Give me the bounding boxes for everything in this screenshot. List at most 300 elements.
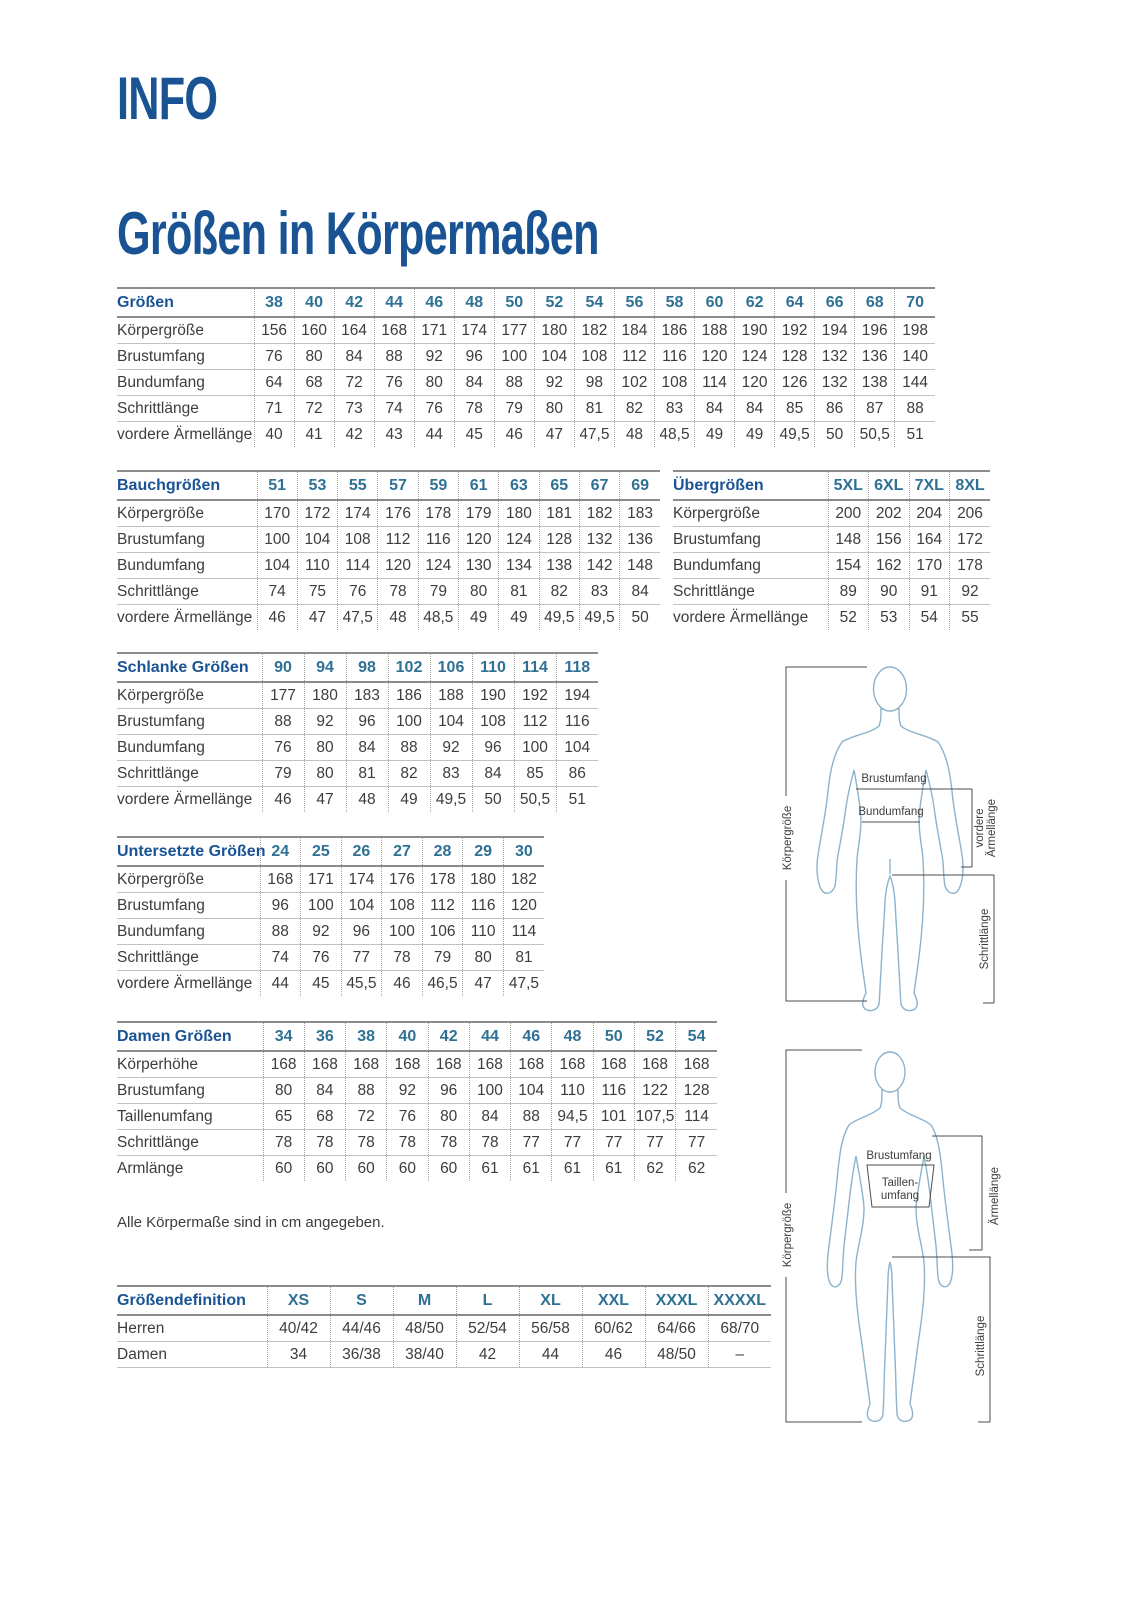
cell: 124: [735, 344, 775, 370]
cell: 78: [263, 1130, 304, 1156]
cell: 76: [374, 370, 414, 396]
column-header: 42: [334, 288, 374, 317]
cell: 45: [454, 422, 494, 448]
cell: 84: [334, 344, 374, 370]
table-title: Größendefinition: [117, 1286, 267, 1315]
cell: 186: [654, 317, 694, 344]
page-kicker: INFO: [117, 65, 218, 132]
cell: 168: [374, 317, 414, 344]
female-body-outline: [827, 1090, 953, 1421]
column-header: 40: [387, 1022, 428, 1051]
cell: 136: [620, 527, 660, 553]
cell: 172: [297, 500, 337, 527]
cell: 168: [634, 1051, 675, 1078]
table-row: [117, 500, 660, 527]
cell: 190: [735, 317, 775, 344]
cell: 51: [556, 787, 598, 813]
row-label: Körpergröße: [117, 866, 260, 893]
column-header: 62: [735, 288, 775, 317]
cell: 168: [676, 1051, 717, 1078]
table-row: [117, 893, 544, 919]
table-row: [117, 919, 544, 945]
cell: 78: [382, 945, 423, 971]
cell: 47,5: [574, 422, 614, 448]
cell: 120: [378, 553, 418, 579]
cell: 138: [855, 370, 895, 396]
cell: 48: [346, 787, 388, 813]
column-header: 42: [428, 1022, 469, 1051]
cell: 108: [574, 344, 614, 370]
cell: 101: [593, 1104, 634, 1130]
row-label: Herren: [117, 1315, 267, 1342]
female-head-outline: [875, 1052, 905, 1092]
cell: 79: [418, 579, 458, 605]
table-row: [117, 317, 935, 344]
cell: 100: [514, 735, 556, 761]
cell: 42: [334, 422, 374, 448]
cell: 81: [499, 579, 539, 605]
cell: 83: [654, 396, 694, 422]
cell: 60: [387, 1156, 428, 1182]
cell: 55: [950, 605, 991, 631]
table-row: [117, 682, 598, 709]
table-title: Übergrößen: [673, 471, 828, 500]
size-table: [117, 287, 935, 447]
cell: 148: [828, 527, 869, 553]
row-label: vordere Ärmellänge: [673, 608, 809, 626]
column-header: 55: [338, 471, 378, 500]
column-header: 8XL: [950, 471, 991, 500]
cell: 88: [511, 1104, 552, 1130]
cell: 100: [301, 893, 342, 919]
cell: 168: [511, 1051, 552, 1078]
cell: 79: [494, 396, 534, 422]
column-header: XS: [267, 1286, 330, 1315]
column-header: 70: [895, 288, 935, 317]
cell: 114: [338, 553, 378, 579]
cell: 78: [387, 1130, 428, 1156]
cell: 168: [552, 1051, 593, 1078]
cell: 56/58: [519, 1315, 582, 1342]
table-row: [117, 1078, 717, 1104]
cell: 136: [855, 344, 895, 370]
cell: 47,5: [503, 971, 544, 997]
cell: 116: [654, 344, 694, 370]
table-row: [117, 709, 598, 735]
cell: 48/50: [645, 1342, 708, 1368]
cell: 171: [414, 317, 454, 344]
cell: 120: [503, 893, 544, 919]
female-figure-diagram: [772, 1028, 1002, 1428]
cell: 168: [593, 1051, 634, 1078]
row-label: Schrittlänge: [673, 579, 828, 605]
cell: 87: [855, 396, 895, 422]
table-row: [117, 1315, 771, 1342]
column-header: 38: [346, 1022, 387, 1051]
cell: 78: [304, 1130, 345, 1156]
row-label: Bundumfang: [117, 735, 262, 761]
cell: 179: [458, 500, 498, 527]
size-table-groessendefinition: [117, 1285, 771, 1368]
cell: 41: [294, 422, 334, 448]
cell: 186: [388, 682, 430, 709]
cell: 174: [338, 500, 378, 527]
cell: 132: [815, 370, 855, 396]
cell: 184: [614, 317, 654, 344]
cell: 178: [950, 553, 991, 579]
cell: 106: [422, 919, 463, 945]
cell: 80: [414, 370, 454, 396]
cell: 194: [556, 682, 598, 709]
cell: 168: [428, 1051, 469, 1078]
cell: 92: [950, 579, 991, 605]
row-label: Körpergröße: [117, 682, 262, 709]
cell: 192: [514, 682, 556, 709]
table-title: Bauchgrößen: [117, 471, 257, 500]
cell: 194: [815, 317, 855, 344]
column-header: 102: [388, 653, 430, 682]
cell: 61: [552, 1156, 593, 1182]
cell: 96: [472, 735, 514, 761]
column-header: 50: [593, 1022, 634, 1051]
cell: 61: [511, 1156, 552, 1182]
cell: 181: [539, 500, 579, 527]
cell: 116: [593, 1078, 634, 1104]
column-header: 59: [418, 471, 458, 500]
column-header: 40: [294, 288, 334, 317]
cell: 196: [855, 317, 895, 344]
cell: 202: [869, 500, 910, 527]
size-table-damen-groessen: [117, 1021, 717, 1181]
column-header: 27: [382, 837, 423, 866]
cell: 52/54: [456, 1315, 519, 1342]
cell: 188: [695, 317, 735, 344]
row-label: Bundumfang: [673, 553, 828, 579]
cell: 49,5: [430, 787, 472, 813]
column-header: 44: [469, 1022, 510, 1051]
table-row: [117, 344, 935, 370]
cell: 60: [428, 1156, 469, 1182]
cell: 86: [556, 761, 598, 787]
cell: 92: [387, 1078, 428, 1104]
size-table-schlanke-groessen: [117, 652, 598, 812]
size-table: [673, 470, 990, 630]
cell: 107,5: [634, 1104, 675, 1130]
cell: 48,5: [654, 422, 694, 448]
row-label: vordere Ärmellänge: [117, 608, 253, 626]
cell: 76: [301, 945, 342, 971]
cell: 79: [422, 945, 463, 971]
cell: 128: [775, 344, 815, 370]
column-header: 5XL: [828, 471, 869, 500]
cell: 54: [909, 605, 950, 631]
cell: 162: [869, 553, 910, 579]
cell: 62: [676, 1156, 717, 1182]
column-header: 110: [472, 653, 514, 682]
cell: 78: [346, 1130, 387, 1156]
cell: 94,5: [552, 1104, 593, 1130]
row-label: Schrittlänge: [117, 1130, 263, 1156]
cell: 89: [828, 579, 869, 605]
cell: 96: [260, 893, 301, 919]
cell: 88: [895, 396, 935, 422]
table-row: [117, 422, 935, 448]
cell: 76: [338, 579, 378, 605]
cell: –: [708, 1342, 771, 1368]
cell: 80: [304, 735, 346, 761]
cell: 78: [378, 579, 418, 605]
table-row: [673, 579, 990, 605]
cell: 53: [869, 605, 910, 631]
row-label: vordere Ärmellänge: [117, 425, 253, 443]
cell: 38/40: [393, 1342, 456, 1368]
column-header: 7XL: [909, 471, 950, 500]
cell: 104: [257, 553, 297, 579]
sleeve-label-line2: Ärmellänge: [986, 798, 998, 858]
cell: 81: [503, 945, 544, 971]
table-title: Größen: [117, 288, 254, 317]
cell: 76: [254, 344, 294, 370]
cell: 122: [634, 1078, 675, 1104]
row-label: Brustumfang: [117, 893, 260, 919]
table-row: [117, 1342, 771, 1368]
cell: 48,5: [418, 605, 458, 631]
male-figure-svg: [772, 643, 1002, 1023]
cell: 206: [950, 500, 991, 527]
cell: 40: [254, 422, 294, 448]
column-header: 58: [654, 288, 694, 317]
cell: 178: [418, 500, 458, 527]
row-label: Brustumfang: [673, 527, 828, 553]
cell: 80: [304, 761, 346, 787]
cell: 92: [304, 709, 346, 735]
column-header: 54: [574, 288, 614, 317]
waist-label-line1: Taillen-: [881, 1177, 919, 1189]
cell: 108: [338, 527, 378, 553]
cell: 178: [422, 866, 463, 893]
female-figure-svg: [772, 1028, 1002, 1428]
cell: 112: [422, 893, 463, 919]
cell: 154: [828, 553, 869, 579]
cell: 84: [304, 1078, 345, 1104]
sleeve-label-line1: vordere: [974, 808, 986, 848]
cell: 82: [388, 761, 430, 787]
cell: 72: [346, 1104, 387, 1130]
column-header: 90: [262, 653, 304, 682]
column-header: 61: [458, 471, 498, 500]
column-header: 65: [539, 471, 579, 500]
chest-label: Brustumfang: [861, 773, 927, 785]
column-header: 51: [257, 471, 297, 500]
cell: 78: [428, 1130, 469, 1156]
column-header: XXL: [582, 1286, 645, 1315]
cell: 49: [735, 422, 775, 448]
column-header: 106: [430, 653, 472, 682]
cell: 84: [472, 761, 514, 787]
table-row: [117, 735, 598, 761]
cell: 78: [454, 396, 494, 422]
cell: 64/66: [645, 1315, 708, 1342]
column-header: 26: [341, 837, 382, 866]
cell: 84: [454, 370, 494, 396]
cell: 114: [676, 1104, 717, 1130]
row-label: Bundumfang: [117, 919, 260, 945]
cell: 50,5: [514, 787, 556, 813]
cell: 124: [418, 553, 458, 579]
cell: 49,5: [775, 422, 815, 448]
cell: 100: [382, 919, 423, 945]
cell: 40/42: [267, 1315, 330, 1342]
cell: 80: [463, 945, 504, 971]
cell: 44: [260, 971, 301, 997]
cell: 108: [654, 370, 694, 396]
cell: 76: [414, 396, 454, 422]
cell: 47: [297, 605, 337, 631]
table-row: [673, 605, 990, 631]
table-row: [117, 553, 660, 579]
cell: 168: [263, 1051, 304, 1078]
column-header: 53: [297, 471, 337, 500]
cell: 92: [414, 344, 454, 370]
male-figure-diagram: [772, 643, 1002, 1023]
size-table: [117, 470, 660, 630]
cell: 183: [620, 500, 660, 527]
column-header: 6XL: [869, 471, 910, 500]
cell: 102: [614, 370, 654, 396]
table-title: Untersetzte Größen: [117, 837, 260, 866]
column-header: 28: [422, 837, 463, 866]
row-label: Schrittlänge: [117, 396, 254, 422]
cell: 80: [534, 396, 574, 422]
cell: 126: [775, 370, 815, 396]
cell: 116: [463, 893, 504, 919]
cell: 85: [514, 761, 556, 787]
cell: 182: [579, 500, 619, 527]
cell: 81: [346, 761, 388, 787]
column-header: 44: [374, 288, 414, 317]
table-row: [673, 500, 990, 527]
cell: 90: [869, 579, 910, 605]
cell: 88: [388, 735, 430, 761]
cell: 168: [260, 866, 301, 893]
cell: 80: [428, 1104, 469, 1130]
row-label: Brustumfang: [117, 709, 262, 735]
column-header: 48: [454, 288, 494, 317]
cell: 49,5: [539, 605, 579, 631]
cell: 51: [895, 422, 935, 448]
column-header: 68: [855, 288, 895, 317]
cell: 182: [503, 866, 544, 893]
cell: 100: [388, 709, 430, 735]
height-label: Körpergröße: [782, 1202, 794, 1268]
cell: 68: [294, 370, 334, 396]
cell: 60: [304, 1156, 345, 1182]
cell: 60: [263, 1156, 304, 1182]
cell: 174: [341, 866, 382, 893]
cell: 168: [469, 1051, 510, 1078]
column-header: 118: [556, 653, 598, 682]
row-label: Bundumfang: [117, 370, 254, 396]
cell: 88: [374, 344, 414, 370]
row-label: Brustumfang: [117, 344, 254, 370]
column-header: XL: [519, 1286, 582, 1315]
waist-label: Bundumfang: [858, 806, 924, 818]
table-row: [117, 866, 544, 893]
cell: 128: [676, 1078, 717, 1104]
cell: 100: [494, 344, 534, 370]
cell: 77: [593, 1130, 634, 1156]
cell: 77: [676, 1130, 717, 1156]
column-header: 63: [499, 471, 539, 500]
cell: 77: [552, 1130, 593, 1156]
cell: 47: [304, 787, 346, 813]
cell: 84: [346, 735, 388, 761]
row-label: Armlänge: [117, 1159, 184, 1177]
cell: 98: [574, 370, 614, 396]
cell: 47: [534, 422, 574, 448]
cell: 148: [620, 553, 660, 579]
cell: 49: [458, 605, 498, 631]
cell: 142: [579, 553, 619, 579]
table-row: [117, 787, 598, 813]
cell: 78: [469, 1130, 510, 1156]
cell: 110: [552, 1078, 593, 1104]
size-table-untersetzte-groessen: [117, 836, 544, 996]
cell: 134: [499, 553, 539, 579]
cell: 74: [260, 945, 301, 971]
column-header: 46: [414, 288, 454, 317]
cell: 104: [430, 709, 472, 735]
column-header: 46: [511, 1022, 552, 1051]
column-header: 56: [614, 288, 654, 317]
cell: 68/70: [708, 1315, 771, 1342]
cell: 96: [454, 344, 494, 370]
row-label: Taillenumfang: [117, 1104, 263, 1130]
chest-label: Brustumfang: [866, 1150, 932, 1162]
cell: 138: [539, 553, 579, 579]
cell: 86: [815, 396, 855, 422]
units-note: Alle Körpermaße sind in cm angegeben.: [117, 1214, 385, 1231]
cell: 82: [539, 579, 579, 605]
row-label: Bundumfang: [117, 553, 257, 579]
cell: 45: [301, 971, 342, 997]
inseam-label: Schrittlänge: [979, 908, 991, 970]
cell: 180: [463, 866, 504, 893]
table-row: [117, 605, 660, 631]
column-header: 69: [620, 471, 660, 500]
cell: 88: [494, 370, 534, 396]
cell: 36/38: [330, 1342, 393, 1368]
cell: 77: [511, 1130, 552, 1156]
cell: 91: [909, 579, 950, 605]
cell: 72: [294, 396, 334, 422]
cell: 92: [534, 370, 574, 396]
cell: 82: [614, 396, 654, 422]
column-header: 94: [304, 653, 346, 682]
table-row: [117, 1130, 717, 1156]
page-title: Größen in Körpermaßen: [117, 200, 599, 267]
table-row: [117, 761, 598, 787]
cell: 112: [378, 527, 418, 553]
size-table: [117, 836, 544, 996]
column-header: XXXXL: [708, 1286, 771, 1315]
table-row: [673, 553, 990, 579]
cell: 170: [257, 500, 297, 527]
cell: 198: [895, 317, 935, 344]
size-table-bauchgroessen: [117, 470, 660, 630]
cell: 46: [262, 787, 304, 813]
cell: 172: [950, 527, 991, 553]
